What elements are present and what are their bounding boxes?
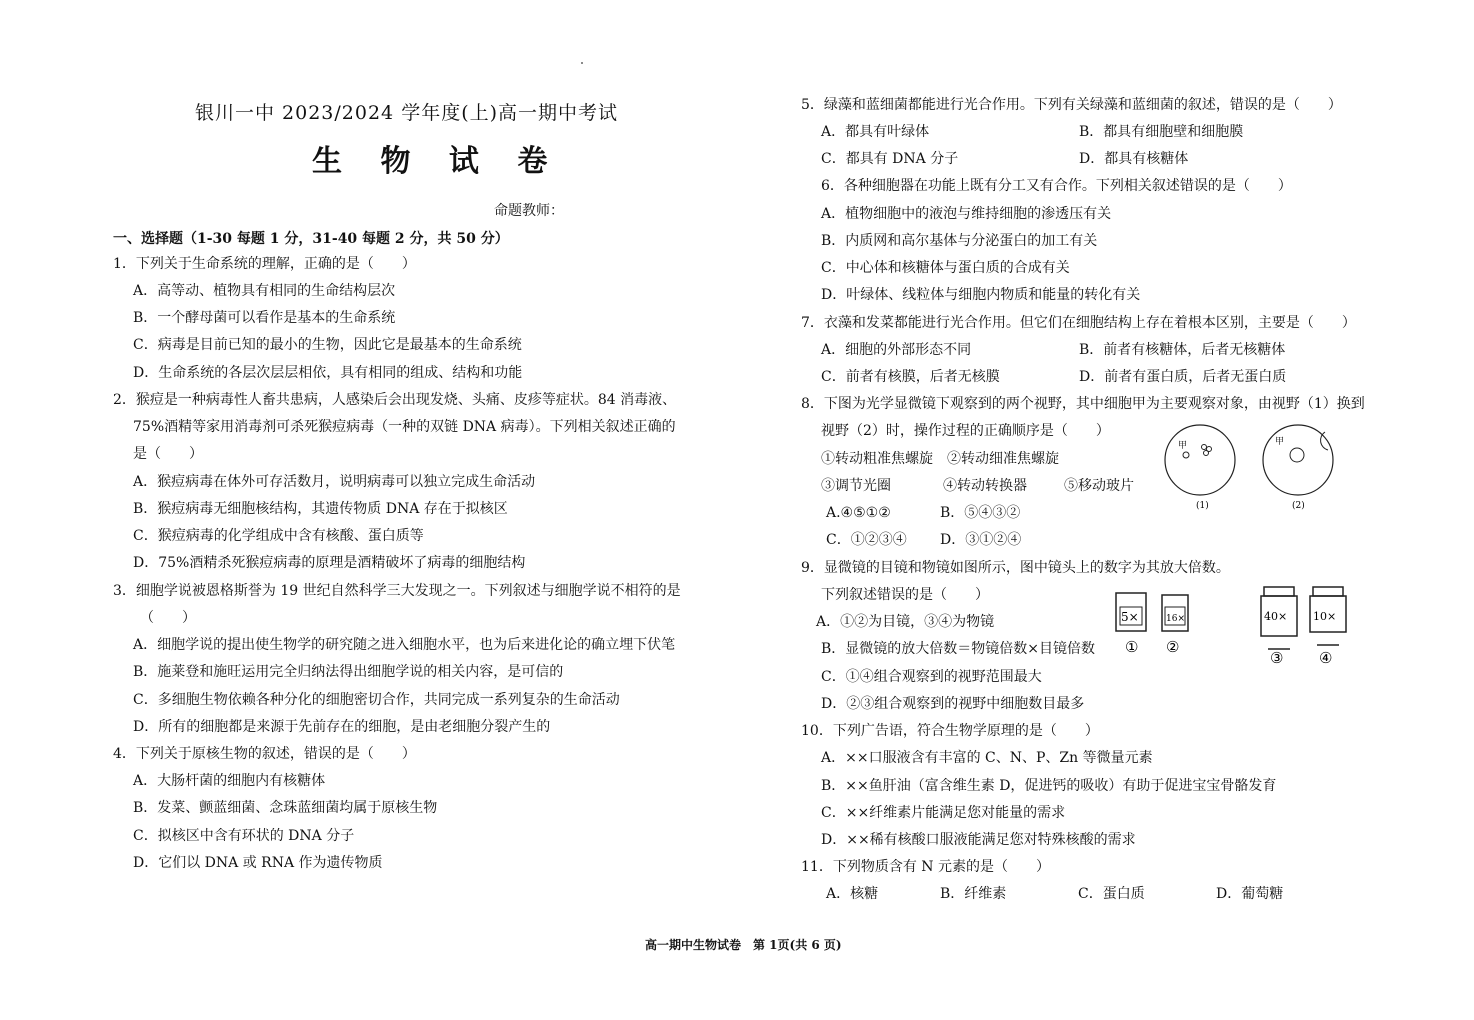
eyepiece-2 (1162, 595, 1188, 631)
option: A．都具有叶绿体 (821, 124, 930, 140)
option: C．××纤维素片能满足您对能量的需求 (821, 805, 1066, 821)
option: A．高等动、植物具有相同的生命结构层次 (133, 283, 396, 299)
section-title: 一、选择题（1-30 每题 1 分，31-40 每题 2 分，共 50 分） (113, 231, 509, 247)
option: D．③①②④ (940, 532, 1022, 548)
lens-number-2: ② (1166, 638, 1180, 656)
option: B．发菜、颤蓝细菌、念珠蓝细菌均属于原核生物 (133, 800, 438, 816)
option: A．植物细胞中的液泡与维持细胞的渗透压有关 (821, 206, 1112, 222)
cell-a-label: 甲 (1275, 437, 1285, 447)
option: D．葡萄糖 (1216, 886, 1284, 902)
question-3: 3．细胞学说被恩格斯誉为 19 世纪自然科学三大发现之一。下列叙述与细胞学说不相符的是 (113, 583, 681, 599)
cell-a (1183, 452, 1189, 458)
option: A．细胞的外部形态不同 (821, 342, 972, 358)
field-2-label: (2) (1292, 501, 1305, 511)
field-1-circle (1165, 425, 1235, 495)
option: D．××稀有核酸口服液能满足您对特殊核酸的需求 (821, 832, 1136, 848)
objective-3 (1261, 587, 1297, 649)
question-10: 10．下列广告语，符合生物学原理的是（ ） (801, 723, 1099, 739)
option: B．⑤④③② (940, 505, 1021, 521)
option: D．生命系统的各层次层层相依，具有相同的组成、结构和功能 (133, 365, 523, 381)
author-line: 命题教师： (494, 203, 564, 219)
lens-label-3: 40× (1264, 610, 1288, 623)
option: C．蛋白质 (1078, 886, 1145, 902)
question-text: 视野（2）时，操作过程的正确顺序是（ ） (821, 423, 1110, 439)
step-list: ①转动粗准焦螺旋 ②转动细准焦螺旋 (821, 451, 1059, 467)
option: A．××口服液含有丰富的 C、N、P、Zn 等微量元素 (821, 750, 1153, 766)
stray-dot (581, 62, 583, 64)
option: B．一个酵母菌可以看作是基本的生命系统 (133, 310, 396, 326)
figure-8-fields (1155, 420, 1345, 520)
cell-a-magnified (1290, 448, 1304, 462)
page-footer: 高一期中生物试卷 第 1页(共 6 页) (645, 938, 842, 952)
option: D．75%酒精杀死猴痘病毒的原理是酒精破坏了病毒的细胞结构 (133, 555, 526, 571)
option: B．前者有核糖体，后者无核糖体 (1079, 342, 1286, 358)
option: C．①④组合观察到的视野范围最大 (821, 669, 1042, 685)
question-9: 9．显微镜的目镜和物镜如图所示，图中镜头上的数字为其放大倍数。 (801, 560, 1230, 576)
option: A．①②为目镜，③④为物镜 (816, 614, 995, 630)
field-2-circle (1263, 425, 1333, 495)
option: D．所有的细胞都是来源于先前存在的细胞，是由老细胞分裂产生的 (133, 719, 551, 735)
eyepiece-1 (1116, 593, 1146, 631)
option: C．都具有 DNA 分子 (821, 151, 959, 167)
option: B．内质网和高尔基体与分泌蛋白的加工有关 (821, 233, 1098, 249)
option: C．中心体和核糖体与蛋白质的合成有关 (821, 260, 1070, 276)
lens-number-1: ① (1125, 638, 1139, 656)
figure-9-lenses (1108, 585, 1358, 670)
option: C．拟核区中含有环状的 DNA 分子 (133, 828, 355, 844)
option: D．它们以 DNA 或 RNA 作为遗传物质 (133, 855, 383, 871)
option: B．猴痘病毒无细胞核结构，其遗传物质 DNA 存在于拟核区 (133, 501, 508, 517)
lens-label-4: 10× (1313, 610, 1337, 623)
step-item: ④转动转换器 (943, 478, 1027, 494)
field-1-label: (1) (1196, 501, 1209, 511)
question-text: 75%酒精等家用消毒剂可杀死猴痘病毒（一种的双链 DNA 病毒）。下列相关叙述正确的 (133, 419, 676, 435)
option: C．多细胞生物依赖各种分化的细胞密切合作，共同完成一系列复杂的生命活动 (133, 692, 620, 708)
lens-label-1: 5× (1121, 610, 1139, 624)
option: C．前者有核膜，后者无核膜 (821, 369, 1000, 385)
cell (1204, 451, 1209, 456)
option: B．施莱登和施旺运用完全归纳法得出细胞学说的相关内容，是可信的 (133, 664, 564, 680)
option: B．都具有细胞壁和细胞膜 (1079, 124, 1244, 140)
question-2: 2．猴痘是一种病毒性人畜共患病，人感染后会出现发烧、头痛、皮疹等症状。84 消毒液、 (113, 392, 677, 408)
lens-number-4: ④ (1319, 649, 1333, 667)
option: A．猴痘病毒在体外可存活数月，说明病毒可以独立完成生命活动 (133, 474, 536, 490)
option: D．叶绿体、线粒体与细胞内物质和能量的转化有关 (821, 287, 1141, 303)
question-7: 7．衣藻和发菜都能进行光合作用。但它们在细胞结构上存在着根本区别，主要是（ ） (801, 315, 1356, 331)
option: D．前者有蛋白质，后者无蛋白质 (1079, 369, 1287, 385)
cell (1202, 445, 1207, 450)
lens-label-2: 16× (1166, 614, 1185, 624)
option: C．①②③④ (826, 532, 907, 548)
cell-a-label: 甲 (1178, 441, 1188, 451)
option: A.④⑤①② (826, 505, 891, 521)
question-11: 11．下列物质含有 N 元素的是（ ） (801, 859, 1050, 875)
option: C．病毒是目前已知的最小的生物，因此它是最基本的生命系统 (133, 337, 522, 353)
question-8: 8．下图为光学显微镜下观察到的两个视野，其中细胞甲为主要观察对象，由视野（1）换到 (801, 396, 1365, 412)
option: B．××鱼肝油（富含维生素 D，促进钙的吸收）有助于促进宝宝骨骼发育 (821, 778, 1277, 794)
question-5: 5．绿藻和蓝细菌都能进行光合作用。下列有关绿藻和蓝细菌的叙述，错误的是（ ） (801, 97, 1342, 113)
subject-title: 生 物 试 卷 (312, 144, 562, 179)
option: B．显微镜的放大倍数＝物镜倍数×目镜倍数 (821, 641, 1096, 657)
school-line: 银川一中 2023/2024 学年度(上)高一期中考试 (195, 102, 619, 124)
question-1: 1．下列关于生命系统的理解，正确的是（ ） (113, 256, 416, 272)
option: A．细胞学说的提出使生物学的研究随之进入细胞水平，也为后来进化论的确立埋下伏笔 (133, 637, 676, 653)
question-text: 下列叙述错误的是（ ） (821, 587, 989, 603)
option: A．核糖 (826, 886, 879, 902)
option: C．猴痘病毒的化学组成中含有核酸、蛋白质等 (133, 528, 424, 544)
option: A．大肠杆菌的细胞内有核糖体 (133, 773, 326, 789)
option: B．纤维素 (940, 886, 1007, 902)
step-item: ⑤移动玻片 (1064, 478, 1134, 494)
step-item: ③调节光圈 (821, 478, 891, 494)
option: D．②③组合观察到的视野中细胞数目最多 (821, 696, 1085, 712)
question-text: （ ） (140, 610, 196, 626)
lens-number-3: ③ (1270, 649, 1284, 667)
question-text: 是（ ） (133, 446, 203, 462)
question-4: 4．下列关于原核生物的叙述，错误的是（ ） (113, 746, 416, 762)
option: D．都具有核糖体 (1079, 151, 1189, 167)
objective-4 (1310, 587, 1346, 645)
question-6: 6．各种细胞器在功能上既有分工又有合作。下列相关叙述错误的是（ ） (821, 178, 1292, 194)
